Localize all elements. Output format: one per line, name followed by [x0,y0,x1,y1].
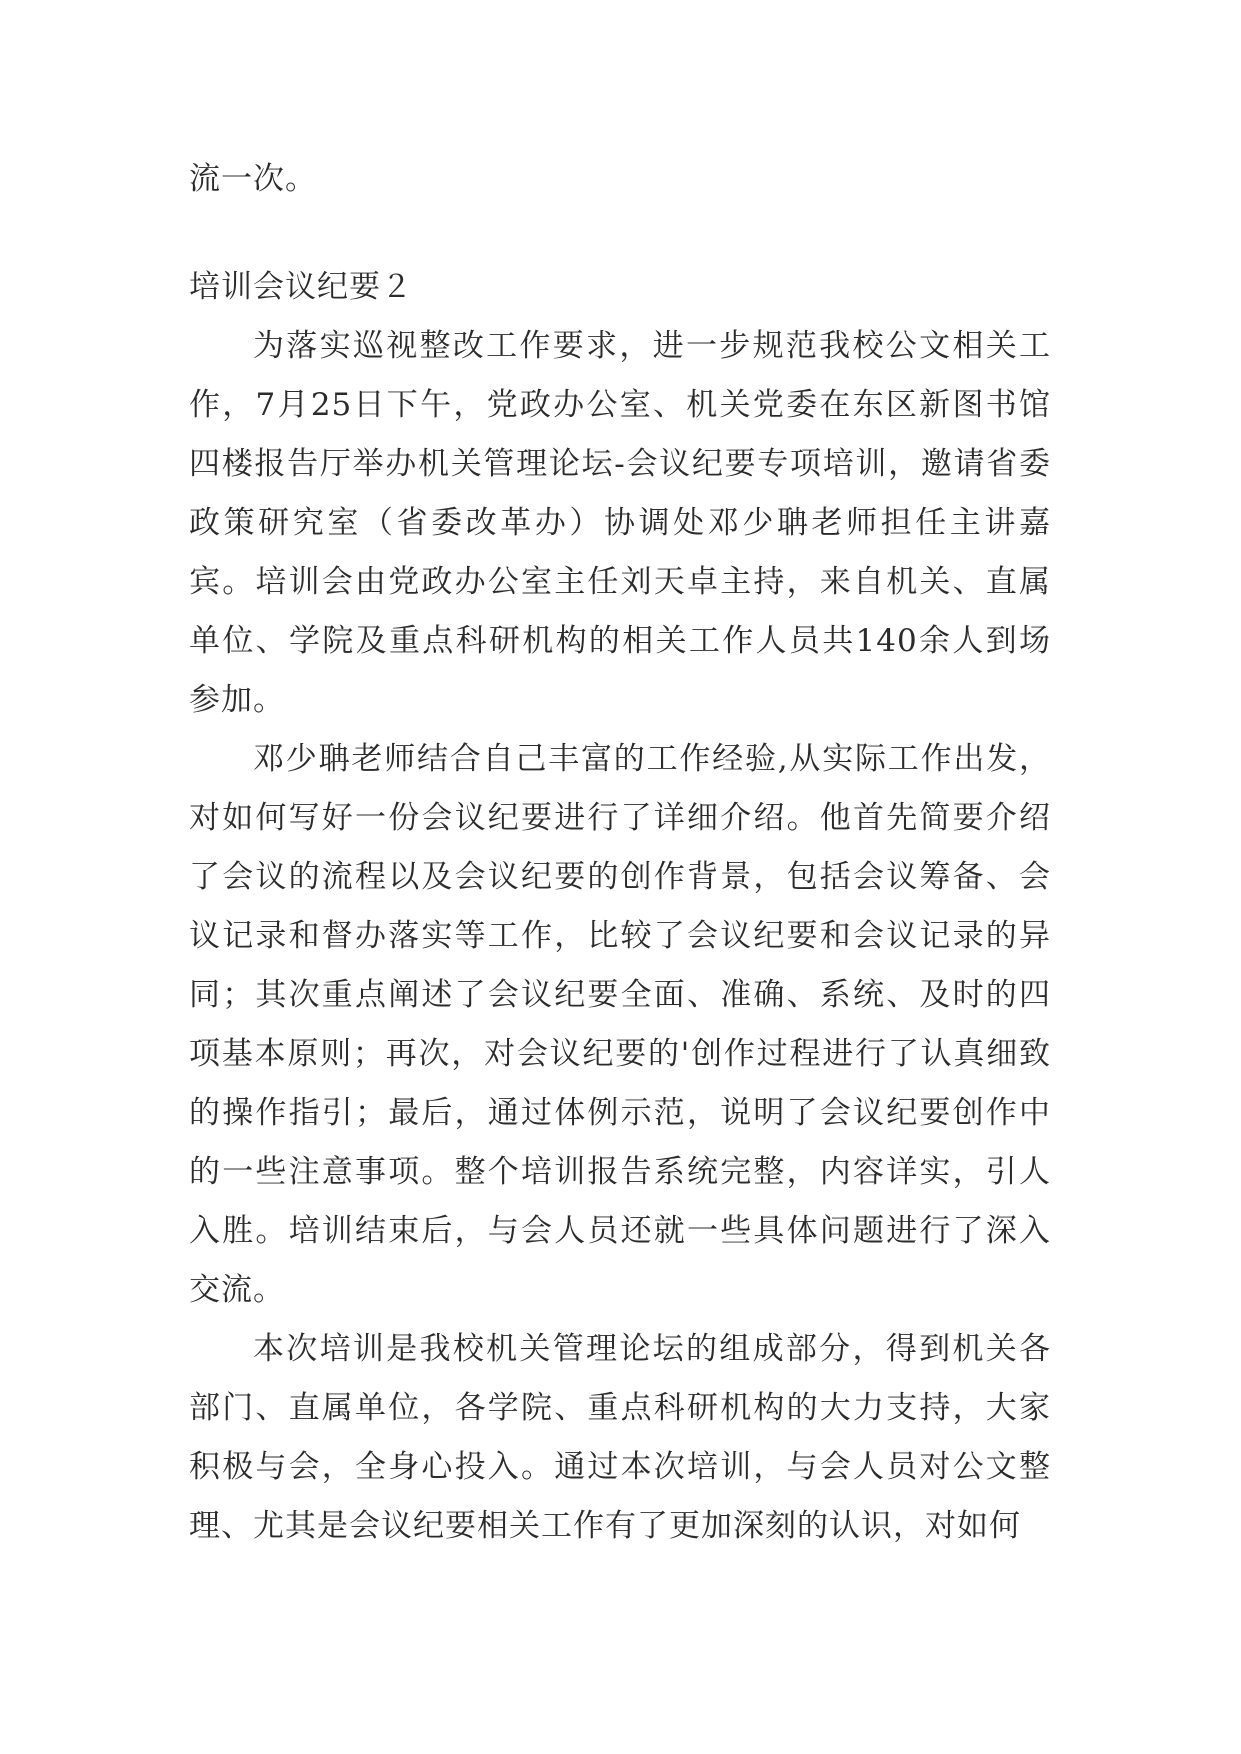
paragraph-3: 本次培训是我校机关管理论坛的组成部分，得到机关各部门、直属单位，各学院、重点科研机构的大力支持，大家积极与会，全身心投入。通过本次培训，与会人员对公文整理、尤其是会议纪要相关工作有了更加深刻的认识，对如何 [189,1331,1051,1544]
paragraph-2: 邓少聃老师结合自己丰富的工作经验,从实际工作出发，对如何写好一份会议纪要进行了详细介绍。他首先简要介绍了会议的流程以及会议纪要的创作背景，包括会议筹备、会议记录和督办落实等工作，比较了会议纪要和会议记录的异同；其次重点阐述了会议纪要全面、准确、系统、及时的四项基本原则；再次，对会议纪要的'创作过程进行了认真细致的操作指引；最后，通过体例示范，说明了会议纪要创作中的一些注意事项。整个培训报告系统完整，内容详实，引人入胜。培训结束后，与会人员还就一些具体问题进行了深入交流。 [189,741,1051,1308]
paragraph-1: 为落实巡视整改工作要求，进一步规范我校公文相关工作，7月25日下午，党政办公室、机关党委在东区新图书馆四楼报告厅举办机关管理论坛-会议纪要专项培训，邀请省委政策研究室（省委改革办）协调处邓少聃老师担任主讲嘉宾。培训会由党政办公室主任刘天卓主持，来自机关、直属单位、学院及重点科研机构的相关工作人员共140余人到场参加。 [189,328,1051,718]
section-heading: 培训会议纪要２ [189,269,413,305]
document-body [189,150,1051,1556]
continuation-text: 流一次。 [189,161,317,197]
